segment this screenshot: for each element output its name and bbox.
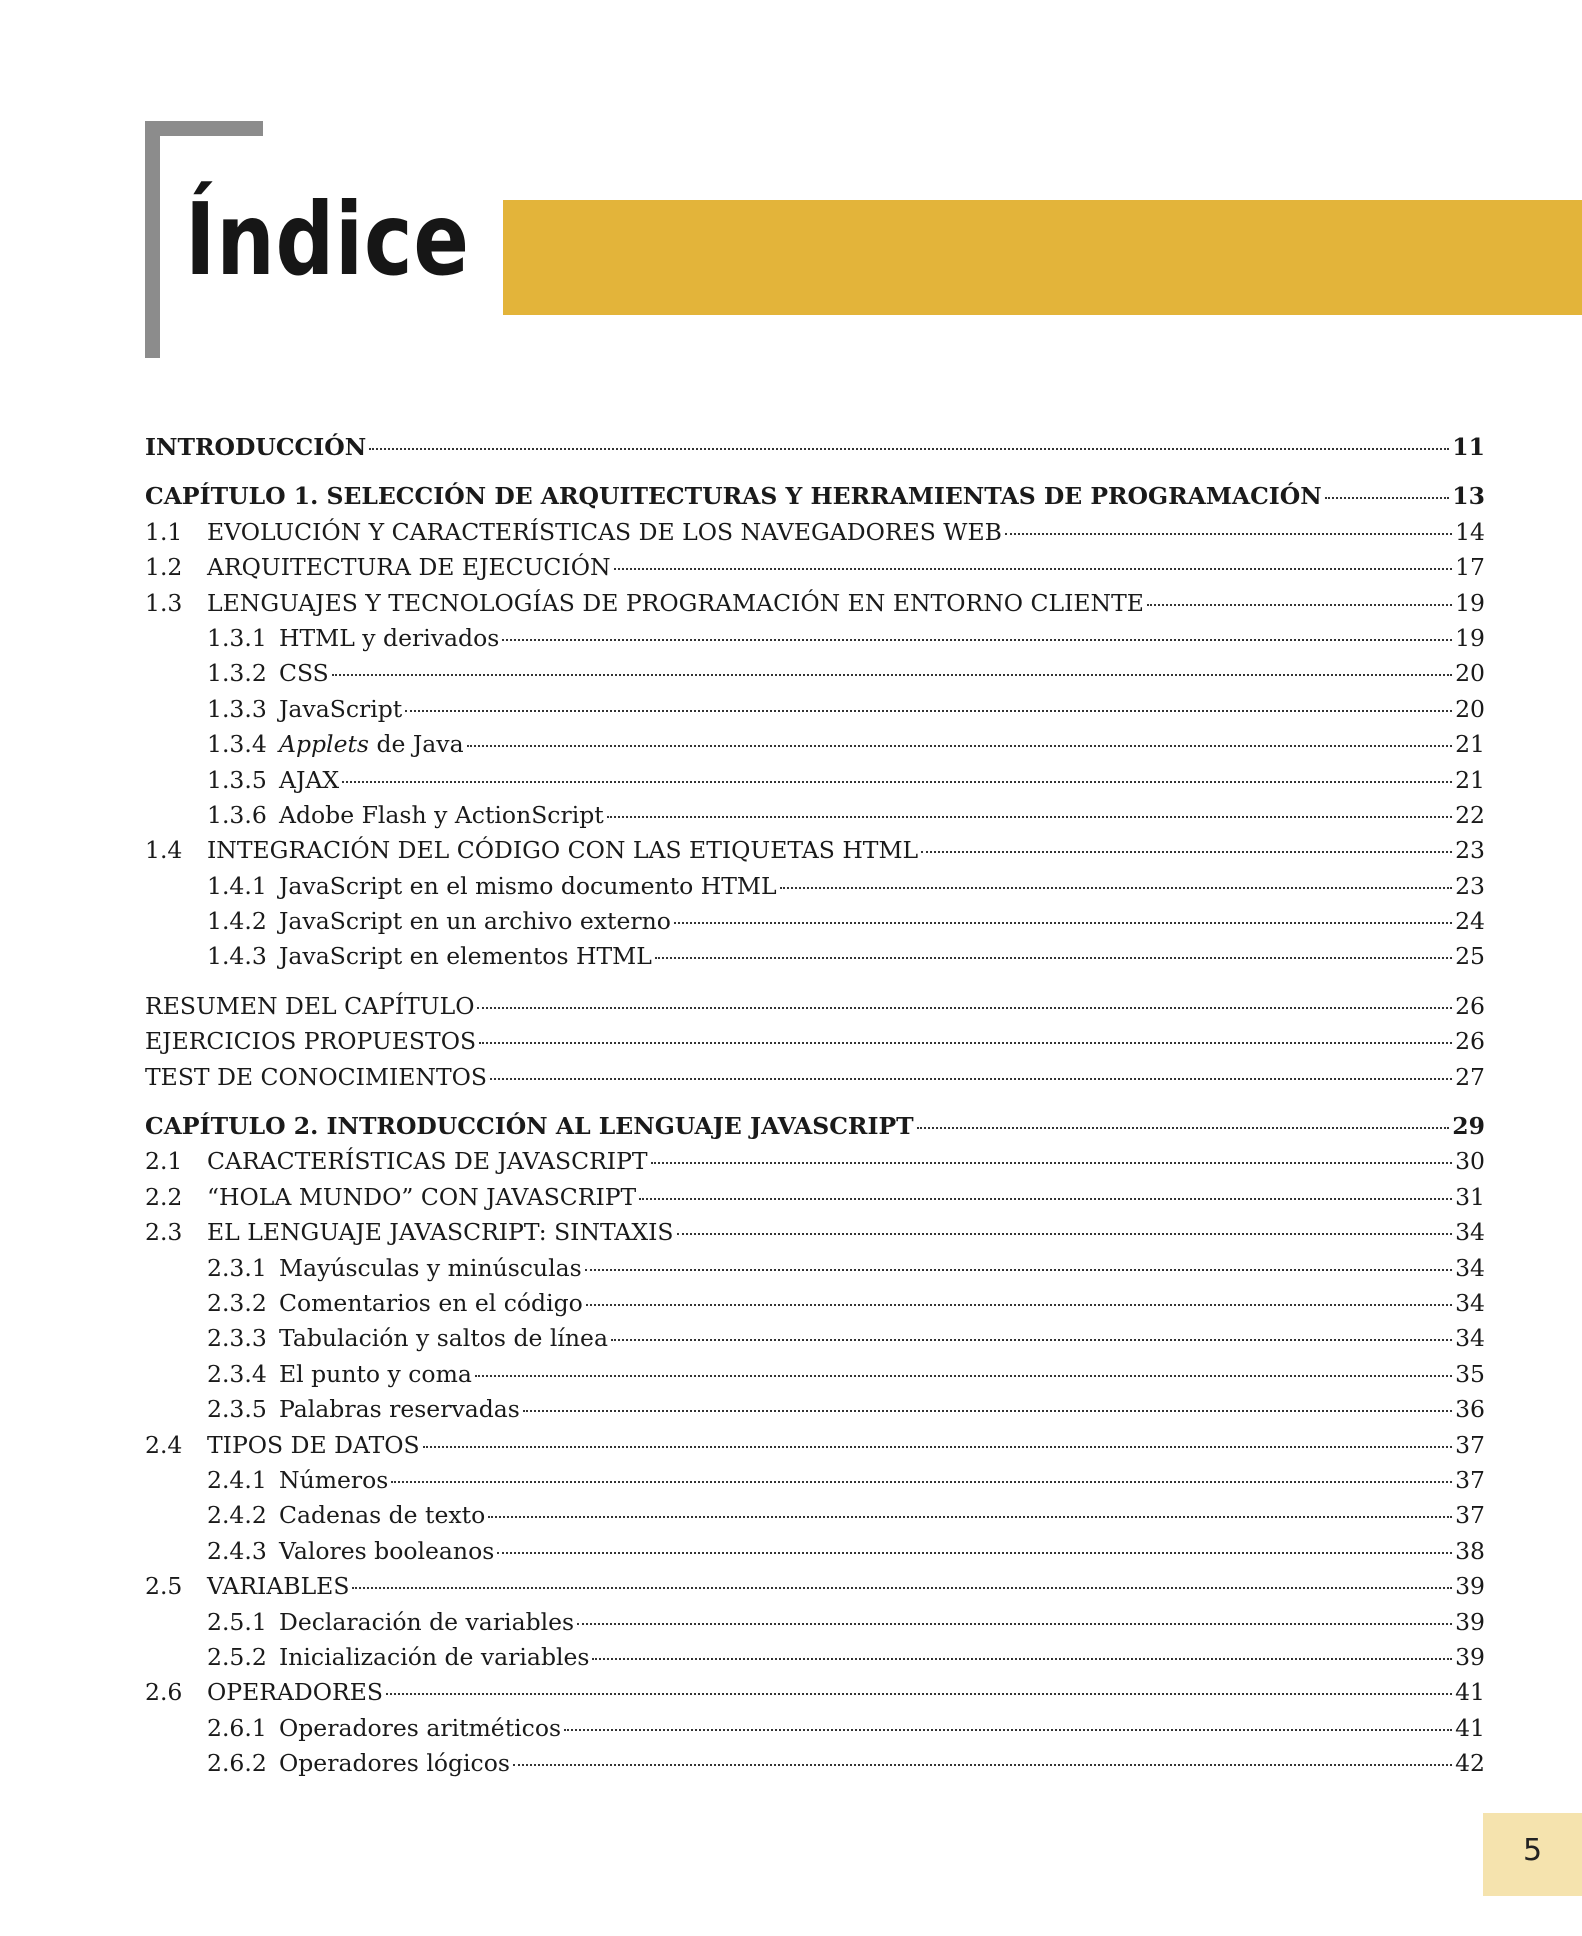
toc-entry-title: ARQUITECTURA DE EJECUCIÓN — [207, 553, 611, 582]
toc-dot-leader — [497, 1552, 1452, 1554]
toc-dot-leader — [577, 1623, 1452, 1625]
toc-entry-title-rest: de Java — [368, 730, 464, 759]
toc-entry — [145, 939, 1485, 974]
toc-dot-leader — [674, 922, 1452, 924]
toc-entry — [145, 1060, 1485, 1095]
toc-entry-page: 36 — [1455, 1395, 1485, 1424]
toc-entry-page: 26 — [1455, 1027, 1485, 1056]
toc-entry-number: 2.5 — [145, 1572, 183, 1601]
toc-dot-leader — [502, 639, 1452, 641]
toc-entry-title: “HOLA MUNDO” CON JAVASCRIPT — [207, 1182, 637, 1211]
toc-entry-page: 24 — [1455, 907, 1485, 936]
toc-dot-leader — [1147, 604, 1452, 606]
toc-entry-number: 1.3.4 — [207, 730, 267, 759]
toc-entry — [145, 1711, 1485, 1746]
toc-entry — [145, 479, 1485, 514]
toc-entry-number: 1.4.3 — [207, 942, 267, 971]
toc-entry-page: 26 — [1455, 991, 1485, 1020]
toc-dot-leader — [611, 1339, 1452, 1341]
toc-entry-page: 19 — [1455, 588, 1485, 617]
toc-entry — [145, 1463, 1485, 1498]
toc-dot-leader — [607, 816, 1452, 818]
toc-entry — [145, 1144, 1485, 1179]
toc-entry-title: CSS — [279, 659, 329, 688]
toc-entry-page: 23 — [1455, 836, 1485, 865]
toc-entry-page: 39 — [1455, 1607, 1485, 1636]
toc-entry-page: 21 — [1455, 730, 1485, 759]
toc-dot-leader — [479, 1042, 1452, 1044]
toc-dot-leader — [1325, 497, 1450, 499]
toc-entry — [145, 1534, 1485, 1569]
toc-entry-number: 1.2 — [145, 553, 183, 582]
toc-entry-page: 39 — [1455, 1642, 1485, 1671]
toc-entry-page: 23 — [1455, 871, 1485, 900]
toc-dot-leader — [352, 1587, 1452, 1589]
toc-entry-title: Operadores aritméticos — [279, 1713, 562, 1742]
page-number: 5 — [1522, 1833, 1543, 1868]
toc-entry-number: 1.4.1 — [207, 871, 267, 900]
toc-entry-number: 1.3.5 — [207, 765, 267, 794]
toc-entry-number: 1.3 — [145, 588, 183, 617]
toc-dot-leader — [639, 1198, 1452, 1200]
toc-entry — [145, 904, 1485, 939]
toc-dot-leader — [332, 674, 1452, 676]
toc-entry-page: 37 — [1455, 1465, 1485, 1494]
toc-dot-leader — [342, 781, 1452, 783]
title-bracket-horizontal — [145, 121, 263, 136]
toc-dot-leader — [780, 887, 1453, 889]
toc-dot-leader — [386, 1693, 1452, 1695]
toc-entry-number: 2.2 — [145, 1182, 183, 1211]
toc-entry-title: CAPÍTULO 2. INTRODUCCIÓN AL LENGUAJE JAVASCRIPT — [145, 1112, 914, 1141]
toc-entry — [145, 1498, 1485, 1533]
toc-dot-leader — [467, 745, 1453, 747]
toc-entry-number: 1.1 — [145, 517, 183, 546]
toc-entry-title: INTEGRACIÓN DEL CÓDIGO CON LAS ETIQUETAS HTML — [207, 836, 919, 865]
toc-entry — [145, 869, 1485, 904]
toc-dot-leader — [369, 448, 1449, 450]
toc-entry-page: 21 — [1455, 765, 1485, 794]
toc-entry-title: LENGUAJES Y TECNOLOGÍAS DE PROGRAMACIÓN EN ENTORNO CLIENTE — [207, 588, 1144, 617]
toc-entry-title: Tabulación y saltos de línea — [279, 1324, 608, 1353]
toc-entry-title: Cadenas de texto — [279, 1501, 486, 1530]
title-bracket-vertical — [145, 121, 160, 358]
toc-entry-title: Operadores lógicos — [279, 1749, 510, 1778]
toc-dot-leader — [490, 1078, 1452, 1080]
toc-entry — [145, 656, 1485, 691]
toc-dot-leader — [488, 1516, 1452, 1518]
toc-entry — [145, 1180, 1485, 1215]
toc-entry-number: 2.4 — [145, 1430, 183, 1459]
toc-dot-leader — [586, 1304, 1452, 1306]
toc-entry-page: 35 — [1455, 1359, 1485, 1388]
toc-entry-number: 1.3.1 — [207, 623, 267, 652]
toc-entry-title: EVOLUCIÓN Y CARACTERÍSTICAS DE LOS NAVEGADORES WEB — [207, 517, 1002, 546]
toc-entry-number: 2.4.3 — [207, 1536, 267, 1565]
toc-entry-title: JavaScript en un archivo externo — [279, 907, 671, 936]
toc-entry — [145, 989, 1485, 1024]
toc-entry — [145, 1569, 1485, 1604]
toc-entry-number: 1.3.6 — [207, 800, 267, 829]
toc-entry — [145, 1746, 1485, 1781]
toc-entry-page: 17 — [1455, 553, 1485, 582]
toc-dot-leader — [614, 568, 1453, 570]
toc-entry-title: RESUMEN DEL CAPÍTULO — [145, 991, 475, 1020]
toc-entry-number: 1.4.2 — [207, 907, 267, 936]
toc-entry-page: 22 — [1455, 800, 1485, 829]
toc-entry-page: 19 — [1455, 623, 1485, 652]
toc-entry — [145, 515, 1485, 550]
toc-entry-page: 34 — [1455, 1253, 1485, 1282]
table-of-contents — [145, 430, 1485, 1781]
toc-entry — [145, 621, 1485, 656]
toc-entry-page: 41 — [1455, 1713, 1485, 1742]
toc-entry-number: 2.4.1 — [207, 1465, 267, 1494]
toc-entry-title: HTML y derivados — [279, 623, 500, 652]
toc-entry-page: 37 — [1455, 1430, 1485, 1459]
toc-entry-title: El punto y coma — [279, 1359, 472, 1388]
toc-entry-title: Palabras reservadas — [279, 1395, 520, 1424]
toc-entry — [145, 1286, 1485, 1321]
toc-entry-title: Números — [279, 1465, 389, 1494]
toc-entry-title: OPERADORES — [207, 1678, 383, 1707]
toc-entry-number: 2.3.4 — [207, 1359, 267, 1388]
toc-dot-leader — [655, 957, 1452, 959]
toc-entry-title: EJERCICIOS PROPUESTOS — [145, 1027, 477, 1056]
toc-entry — [145, 1605, 1485, 1640]
toc-entry-number: 2.6 — [145, 1678, 183, 1707]
toc-entry-page: 37 — [1455, 1501, 1485, 1530]
toc-entry-page: 38 — [1455, 1536, 1485, 1565]
toc-entry-title: Comentarios en el código — [279, 1288, 583, 1317]
toc-entry-title: Inicialización de variables — [279, 1642, 590, 1671]
toc-entry-page: 30 — [1455, 1147, 1485, 1176]
toc-entry-number: 2.1 — [145, 1147, 183, 1176]
toc-entry — [145, 1251, 1485, 1286]
toc-entry-page: 39 — [1455, 1572, 1485, 1601]
toc-entry-number: 2.3.5 — [207, 1395, 267, 1424]
toc-entry-number: 2.6.1 — [207, 1713, 267, 1742]
toc-dot-leader — [391, 1481, 1452, 1483]
toc-entry — [145, 430, 1485, 465]
toc-dot-leader — [677, 1233, 1453, 1235]
toc-dot-leader — [921, 851, 1452, 853]
toc-entry-number: 2.6.2 — [207, 1749, 267, 1778]
toc-entry-title: Adobe Flash y ActionScript — [279, 800, 604, 829]
toc-entry-title: Declaración de variables — [279, 1607, 575, 1636]
toc-entry-title: CARACTERÍSTICAS DE JAVASCRIPT — [207, 1147, 648, 1176]
toc-entry-title: CAPÍTULO 1. SELECCIÓN DE ARQUITECTURAS Y HERRAMIENTAS DE PROGRAMACIÓN — [145, 482, 1322, 511]
toc-entry — [145, 1024, 1485, 1059]
toc-dot-leader — [917, 1127, 1450, 1129]
toc-entry-number: 1.3.2 — [207, 659, 267, 688]
toc-dot-leader — [1005, 533, 1452, 535]
toc-entry — [145, 1109, 1485, 1144]
toc-entry-page: 27 — [1455, 1062, 1485, 1091]
toc-entry-number: 2.5.1 — [207, 1607, 267, 1636]
toc-entry-title: EL LENGUAJE JAVASCRIPT: SINTAXIS — [207, 1218, 674, 1247]
toc-dot-leader — [475, 1375, 1452, 1377]
toc-entry — [145, 692, 1485, 727]
toc-dot-leader — [585, 1269, 1452, 1271]
toc-entry-page: 31 — [1455, 1182, 1485, 1211]
toc-entry — [145, 1428, 1485, 1463]
toc-entry-page: 13 — [1452, 482, 1485, 511]
toc-entry-page: 41 — [1455, 1678, 1485, 1707]
page-number-box — [1483, 1813, 1582, 1896]
toc-dot-leader — [405, 710, 1452, 712]
toc-entry-title: JavaScript en el mismo documento HTML — [279, 871, 777, 900]
toc-dot-leader — [592, 1658, 1452, 1660]
toc-entry-number: 1.3.3 — [207, 694, 267, 723]
toc-entry-page: 42 — [1455, 1749, 1485, 1778]
toc-entry — [145, 763, 1485, 798]
header-accent-band — [503, 200, 1582, 315]
toc-entry-page: 29 — [1452, 1112, 1485, 1141]
toc-entry-title: INTRODUCCIÓN — [145, 433, 367, 461]
toc-entry — [145, 1321, 1485, 1356]
toc-dot-leader — [423, 1446, 1452, 1448]
toc-entry-title — [279, 727, 464, 762]
toc-dot-leader — [513, 1764, 1452, 1766]
toc-entry-number: 2.3.1 — [207, 1253, 267, 1282]
toc-dot-leader — [477, 1007, 1452, 1009]
toc-entry-page: 20 — [1455, 659, 1485, 688]
toc-entry — [145, 586, 1485, 621]
toc-entry — [145, 833, 1485, 868]
toc-entry-number: 1.4 — [145, 836, 183, 865]
toc-entry-number: 2.3 — [145, 1218, 183, 1247]
toc-entry — [145, 550, 1485, 585]
toc-entry-number: 2.4.2 — [207, 1501, 267, 1530]
toc-entry — [145, 798, 1485, 833]
toc-entry-page: 34 — [1455, 1288, 1485, 1317]
toc-entry-number: 2.3.2 — [207, 1288, 267, 1317]
toc-entry — [145, 1357, 1485, 1392]
toc-entry-title-italic: Applets — [279, 730, 369, 759]
toc-entry-title: Valores booleanos — [279, 1536, 495, 1565]
toc-entry — [145, 1392, 1485, 1427]
toc-entry-page: 34 — [1455, 1218, 1485, 1247]
toc-entry-page: 25 — [1455, 942, 1485, 971]
toc-entry-page: 14 — [1455, 517, 1485, 546]
toc-entry-page: 11 — [1452, 433, 1485, 461]
toc-entry-page: 20 — [1455, 694, 1485, 723]
page-title: Índice — [185, 181, 470, 298]
toc-entry-title: AJAX — [279, 765, 340, 794]
toc-dot-leader — [523, 1410, 1452, 1412]
toc-entry-title: TIPOS DE DATOS — [207, 1430, 420, 1459]
toc-entry — [145, 1215, 1485, 1250]
toc-entry-title: TEST DE CONOCIMIENTOS — [145, 1062, 487, 1091]
toc-entry-title: VARIABLES — [207, 1572, 350, 1601]
toc-entry — [145, 1675, 1485, 1710]
toc-dot-leader — [564, 1729, 1452, 1731]
toc-entry-title: JavaScript en elementos HTML — [279, 942, 652, 971]
toc-entry — [145, 727, 1485, 762]
toc-entry-title: Mayúsculas y minúsculas — [279, 1253, 582, 1282]
toc-entry-page: 34 — [1455, 1324, 1485, 1353]
toc-entry-number: 2.3.3 — [207, 1324, 267, 1353]
toc-dot-leader — [651, 1162, 1453, 1164]
toc-entry — [145, 1640, 1485, 1675]
toc-entry-number: 2.5.2 — [207, 1642, 267, 1671]
toc-entry-title: JavaScript — [279, 694, 403, 723]
